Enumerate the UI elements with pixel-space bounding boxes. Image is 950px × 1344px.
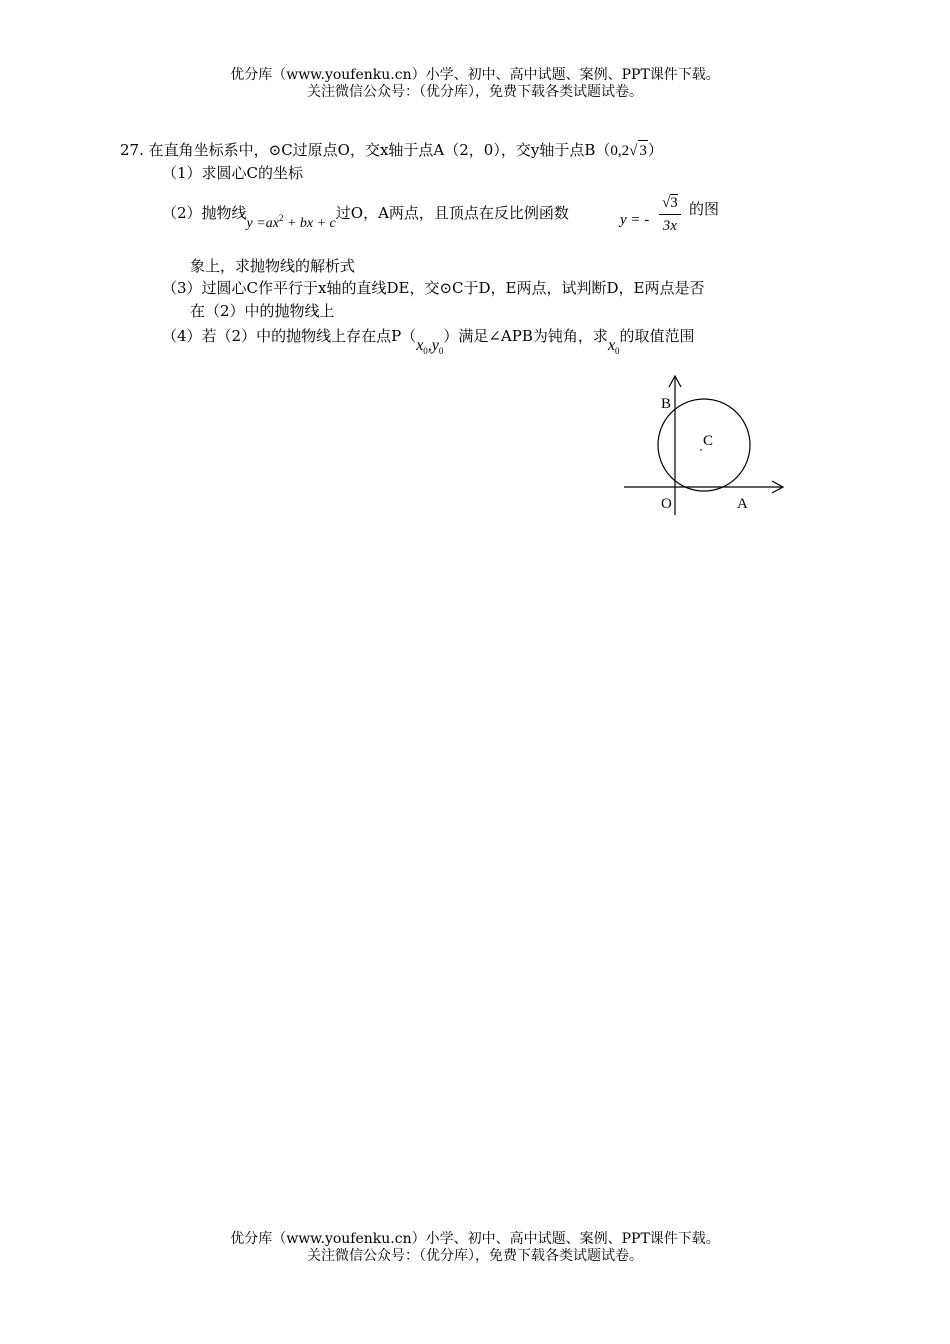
- part-2-mid: 过O，A两点，且顶点在反比例函数: [335, 204, 569, 222]
- circle-figure: [620, 372, 790, 520]
- part-4-prefix: （4）若（2）中的抛物线上存在点P（: [162, 327, 417, 345]
- part-2-line-2: 象上，求抛物线的解析式: [190, 257, 356, 275]
- label-a: A: [737, 496, 748, 512]
- part-1: （1）求圆心C的坐标: [162, 164, 304, 182]
- p-y: y: [431, 337, 439, 354]
- header-line-1: 优分库（www.youfenku.cn）小学、初中、高中试题、案例、PPT课件下载。: [230, 67, 720, 83]
- fraction-numerator: √3: [659, 195, 681, 215]
- part-2-line-1: [162, 199, 569, 231]
- label-b: B: [661, 396, 672, 412]
- sqrt-3-radicand: 3: [638, 140, 648, 161]
- parabola-exponent: 2: [278, 213, 284, 223]
- part-3-line-2: 在（2）中的抛物线上: [190, 302, 335, 320]
- question-stem: [120, 140, 663, 161]
- sqrt-3-radical: √ 3: [629, 140, 648, 161]
- page-footer: [0, 1231, 950, 1265]
- label-c: C: [703, 433, 714, 449]
- footer-line-2: 关注微信公众号：（优分库），免费下载各类试题试卷。: [307, 1248, 643, 1264]
- x0-sub: 0: [615, 346, 620, 356]
- footer-line-1: 优分库（www.youfenku.cn）小学、初中、高中试题、案例、PPT课件下载。: [230, 1231, 720, 1247]
- inverse-function-lhs: y = -: [620, 212, 650, 228]
- p-sep: ,: [427, 337, 432, 354]
- part-4-mid: ）满足∠APB为钝角，求: [443, 327, 608, 345]
- x0-symbol: [608, 337, 620, 354]
- parabola-rest: + bx + c: [286, 216, 336, 231]
- fraction-denominator: 3x: [662, 218, 677, 234]
- x0-x: x: [607, 337, 616, 354]
- page-header: [0, 67, 950, 101]
- b-coord-prefix: 0,2: [610, 143, 630, 159]
- stem-prefix: 27. 在直角坐标系中，⊙C过原点O，交x轴于点A（2，0），交y轴于点B（: [120, 141, 611, 159]
- fraction-radicand: 3: [670, 195, 678, 211]
- p-x: x: [416, 337, 424, 354]
- part-4: [162, 326, 695, 356]
- stem-suffix: ）: [647, 141, 663, 159]
- parabola-equation: [246, 213, 336, 231]
- part-3-line-1: （3）过圆心C作平行于x轴的直线DE，交⊙C于D，E两点，试判断D，E两点是否: [162, 279, 705, 297]
- parabola-ax: =ax: [256, 216, 279, 231]
- p-y-sub: 0: [438, 346, 444, 356]
- part-2-prefix: （2）抛物线: [162, 204, 247, 222]
- parabola-y: y: [246, 216, 253, 231]
- part-2-suffix: 的图: [689, 200, 720, 218]
- p-x-sub: 0: [423, 346, 428, 356]
- part-4-suffix: 的取值范围: [619, 327, 695, 345]
- header-line-2: 关注微信公众号：（优分库），免费下载各类试题试卷。: [307, 84, 643, 100]
- label-o: O: [661, 496, 672, 512]
- point-p-coords: [416, 337, 443, 354]
- center-dot: [700, 449, 702, 451]
- inverse-function-fraction: [659, 195, 681, 235]
